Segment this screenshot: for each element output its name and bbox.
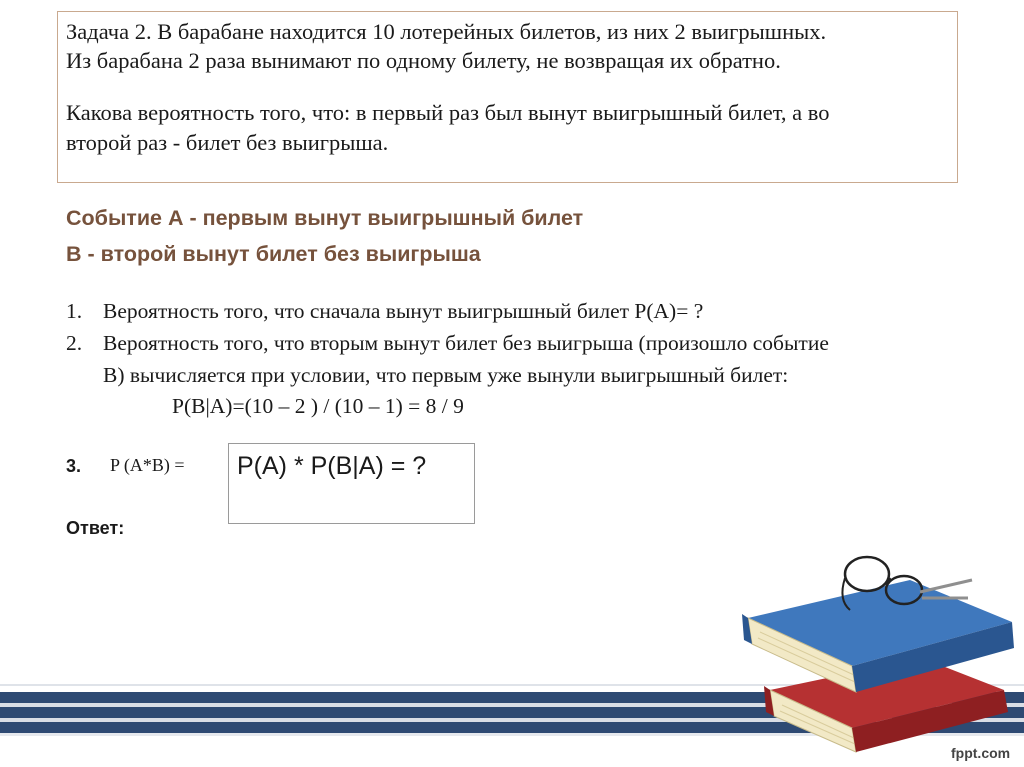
list-item-2-line-2: В) вычисляется при условии, что первым уже вынули выигрышный билет:	[103, 363, 789, 387]
event-b-heading: В - второй вынут билет без выигрыша	[66, 242, 481, 266]
footer-brand: fppt.com	[951, 745, 1011, 761]
list-number-1: 1.	[66, 299, 83, 323]
task-line-4: второй раз - билет без выигрыша.	[66, 130, 389, 155]
event-a-heading: Событие А - первым вынут выигрышный билет	[66, 206, 584, 230]
list-number-3: 3.	[66, 456, 82, 476]
list-item-1: Вероятность того, что сначала вынут выигрышный билет P(A)= ?	[103, 299, 704, 323]
list-item-2-line-1: Вероятность того, что вторым вынут билет без выигрыша (произошло событие	[103, 331, 829, 355]
conditional-probability-formula: P(B|A)=(10 – 2 ) / (10 – 1) = 8 / 9	[172, 394, 464, 418]
formula-box-text: P(A) * P(B|A) = ?	[237, 452, 427, 480]
product-formula-left: P (A*B) =	[110, 455, 185, 475]
answer-label: Ответ:	[66, 518, 125, 538]
books-with-glasses-icon	[742, 540, 1024, 760]
task-line-3: Какова вероятность того, что: в первый раз был вынут выигрышный билет, а во	[66, 100, 830, 125]
task-line-1: Задача 2. В барабане находится 10 лотерейных билетов, из них 2 выигрышных.	[66, 19, 827, 44]
task-line-2: Из барабана 2 раза вынимают по одному билету, не возвращая их обратно.	[66, 48, 781, 73]
list-number-2: 2.	[66, 331, 83, 355]
